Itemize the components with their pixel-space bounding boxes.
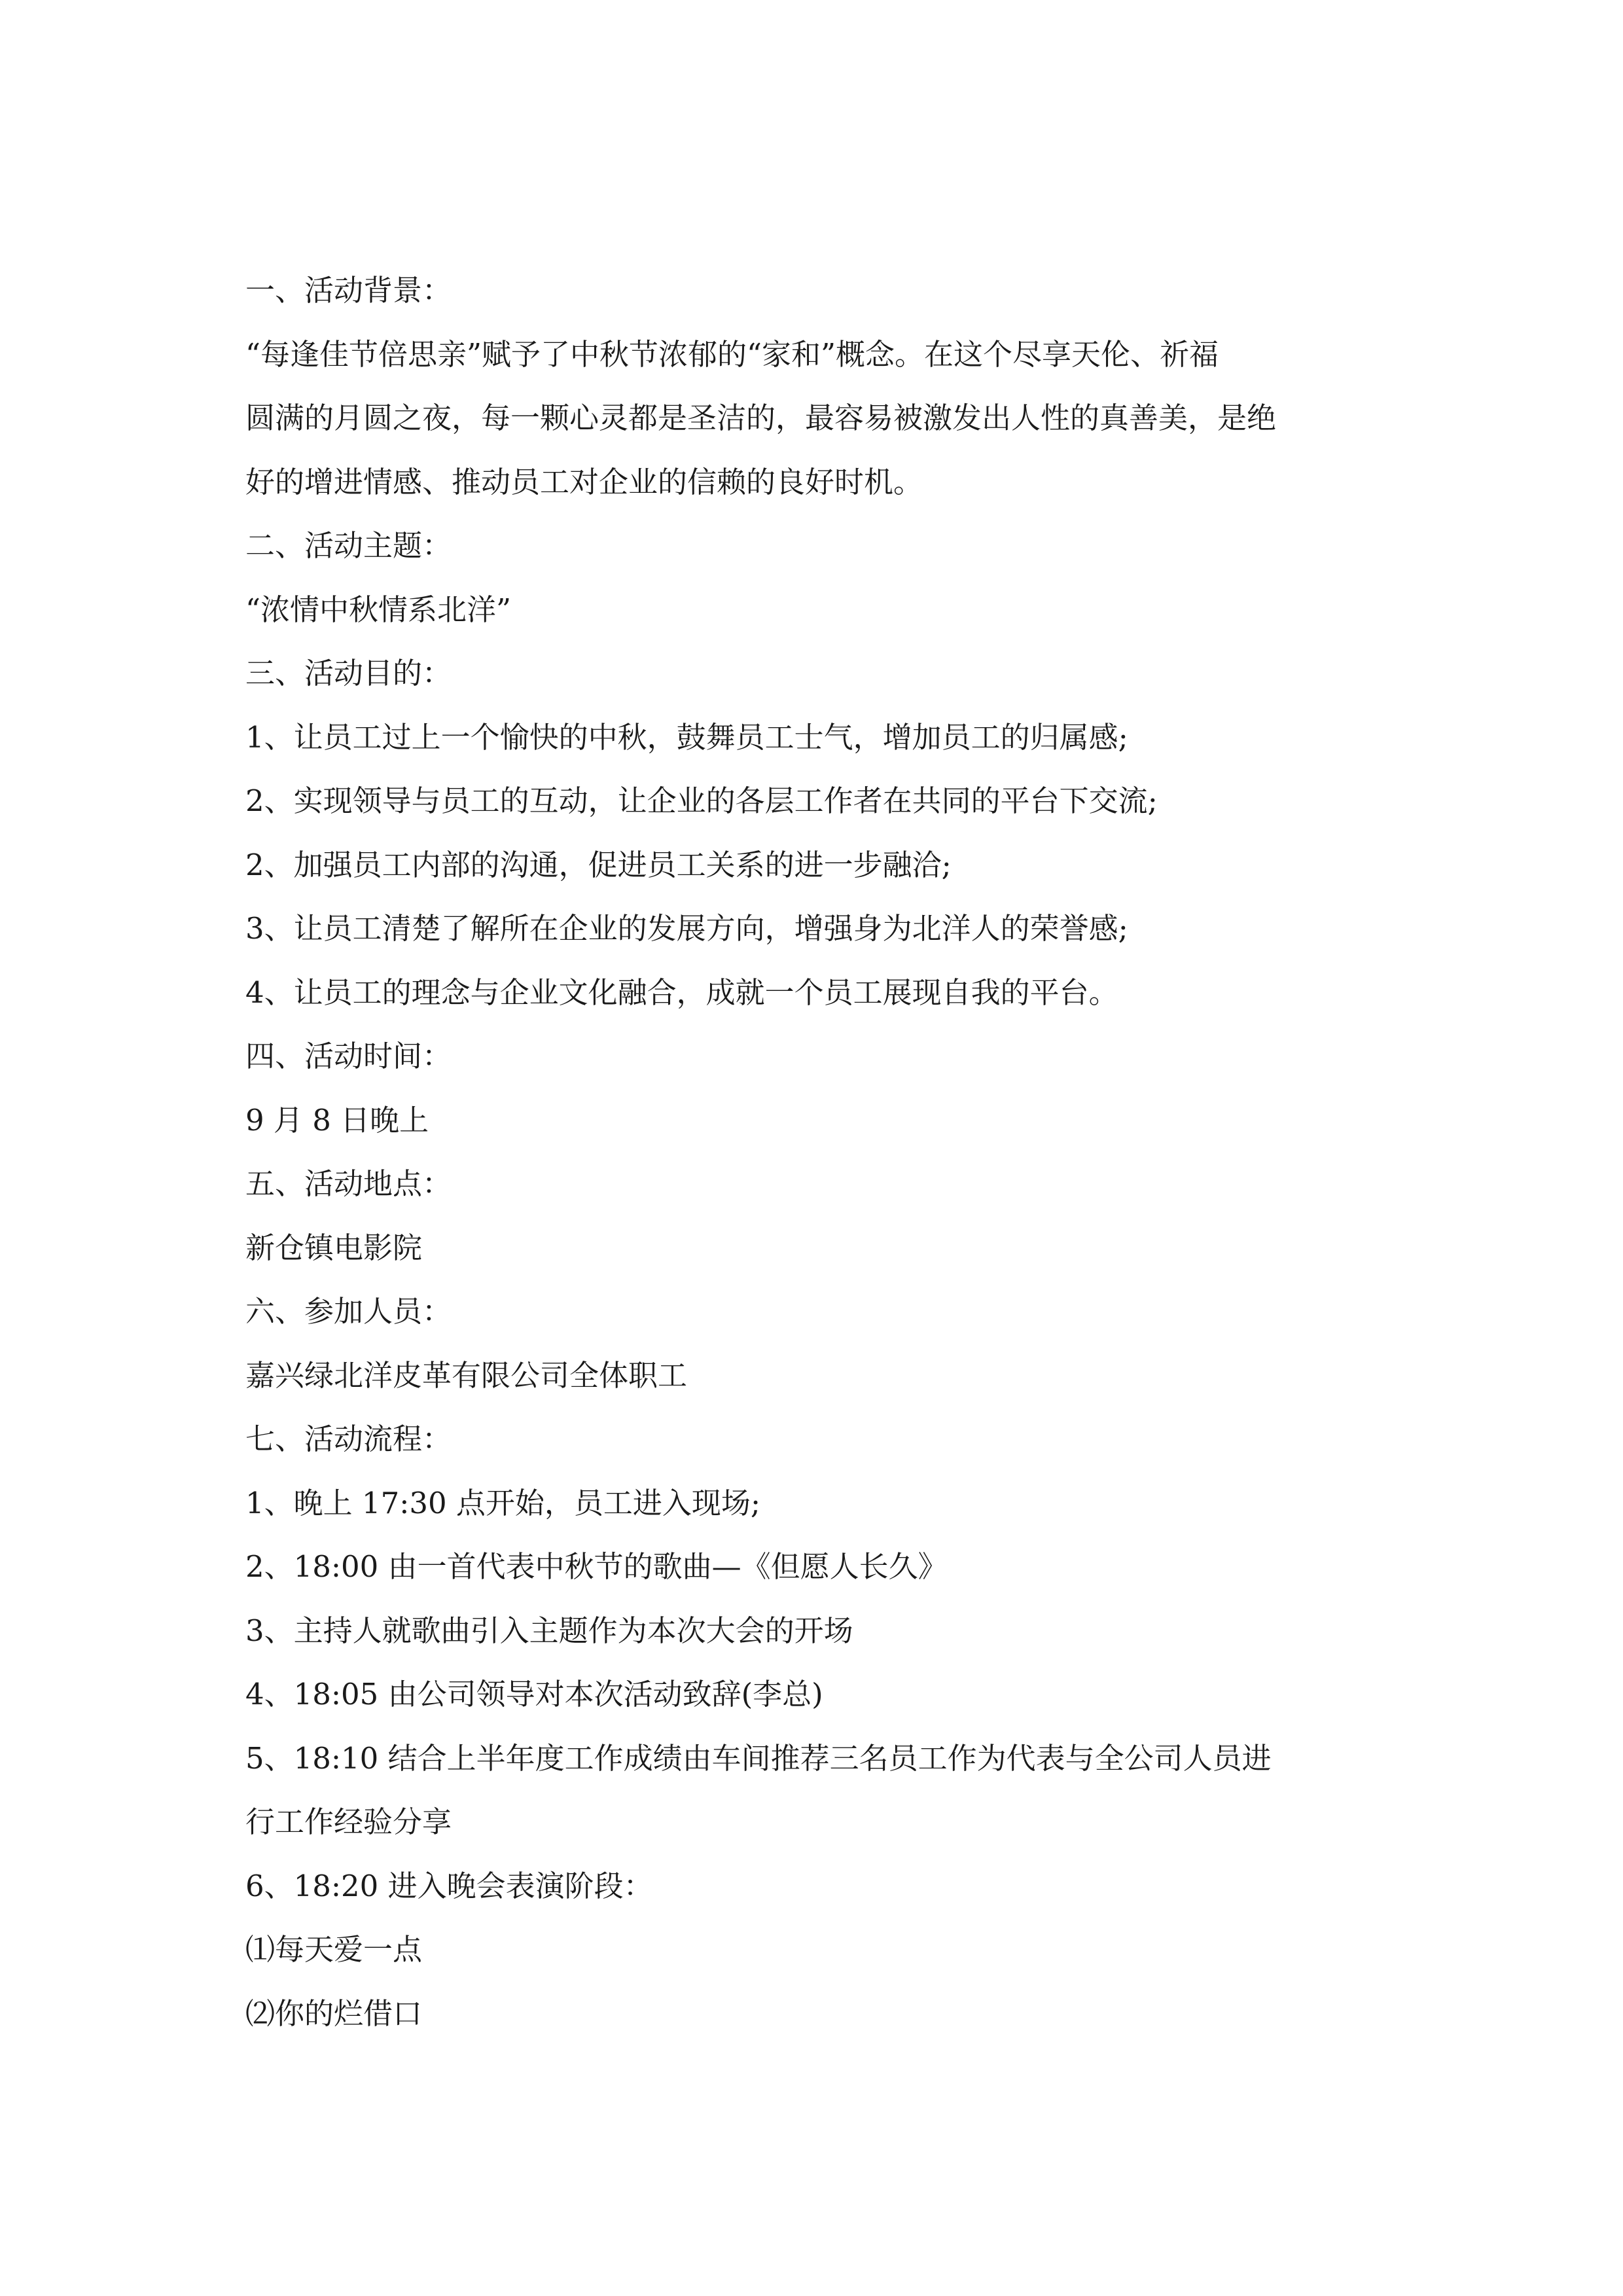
theme-text: “浓情中秋情系北洋” [245, 592, 512, 627]
process-item: 5、18:10 结合上半年度工作成绩由车间推荐三名员工作为代表与全公司人员进 [245, 1740, 1272, 1776]
section-heading-theme: 二、活动主题： [245, 528, 452, 563]
section-heading-purpose: 三、活动目的： [245, 656, 452, 691]
purpose-item: 2、加强员工内部的沟通，促进员工关系的进一步融洽; [245, 847, 952, 882]
section-heading-participants: 六、参加人员： [245, 1294, 452, 1329]
section-heading-place: 五、活动地点： [245, 1166, 452, 1201]
process-item: 6、18:20 进入晚会表演阶段： [245, 1868, 653, 1903]
program-item: ⑴每天爱一点 [245, 1932, 423, 1967]
section-heading-background: 一、活动背景： [245, 273, 452, 308]
purpose-item: 2、实现领导与员工的互动，让企业的各层工作者在共同的平台下交流; [245, 783, 1158, 818]
section-heading-process: 七、活动流程： [245, 1422, 452, 1456]
process-item: 3、主持人就歌曲引入主题作为本次大会的开场 [245, 1613, 853, 1648]
program-item: ⑵你的烂借口 [245, 1996, 423, 2031]
document-body [245, 259, 1381, 2045]
background-line-3: 好的增进情感、推动员工对企业的信赖的良好时机。 [245, 464, 923, 499]
background-line-2: 圆满的月圆之夜，每一颗心灵都是圣洁的，最容易被激发出人性的真善美，是绝 [245, 401, 1277, 435]
section-heading-time: 四、活动时间： [245, 1039, 452, 1073]
participants-text: 嘉兴绿北洋皮革有限公司全体职工 [245, 1357, 688, 1393]
process-item: 1、晚上 17:30 点开始，员工进入现场; [245, 1485, 761, 1520]
time-text: 9 月 8 日晚上 [245, 1102, 429, 1138]
purpose-item: 1、让员工过上一个愉快的中秋，鼓舞员工士气，增加员工的归属感; [245, 719, 1128, 755]
place-text: 新仓镇电影院 [245, 1230, 423, 1265]
process-item-continuation: 行工作经验分享 [245, 1804, 452, 1839]
background-line-1: “每逢佳节倍思亲”赋予了中秋节浓郁的“家和”概念。在这个尽享天伦、祈福 [245, 336, 1219, 372]
process-item: 4、18:05 由公司领导对本次活动致辞(李总) [245, 1677, 823, 1712]
purpose-item: 4、让员工的理念与企业文化融合，成就一个员工展现自我的平台。 [245, 975, 1118, 1010]
purpose-item: 3、让员工清楚了解所在企业的发展方向，增强身为北洋人的荣誉感; [245, 911, 1128, 946]
process-item: 2、18:00 由一首代表中秋节的歌曲—《但愿人长久》 [245, 1549, 948, 1584]
